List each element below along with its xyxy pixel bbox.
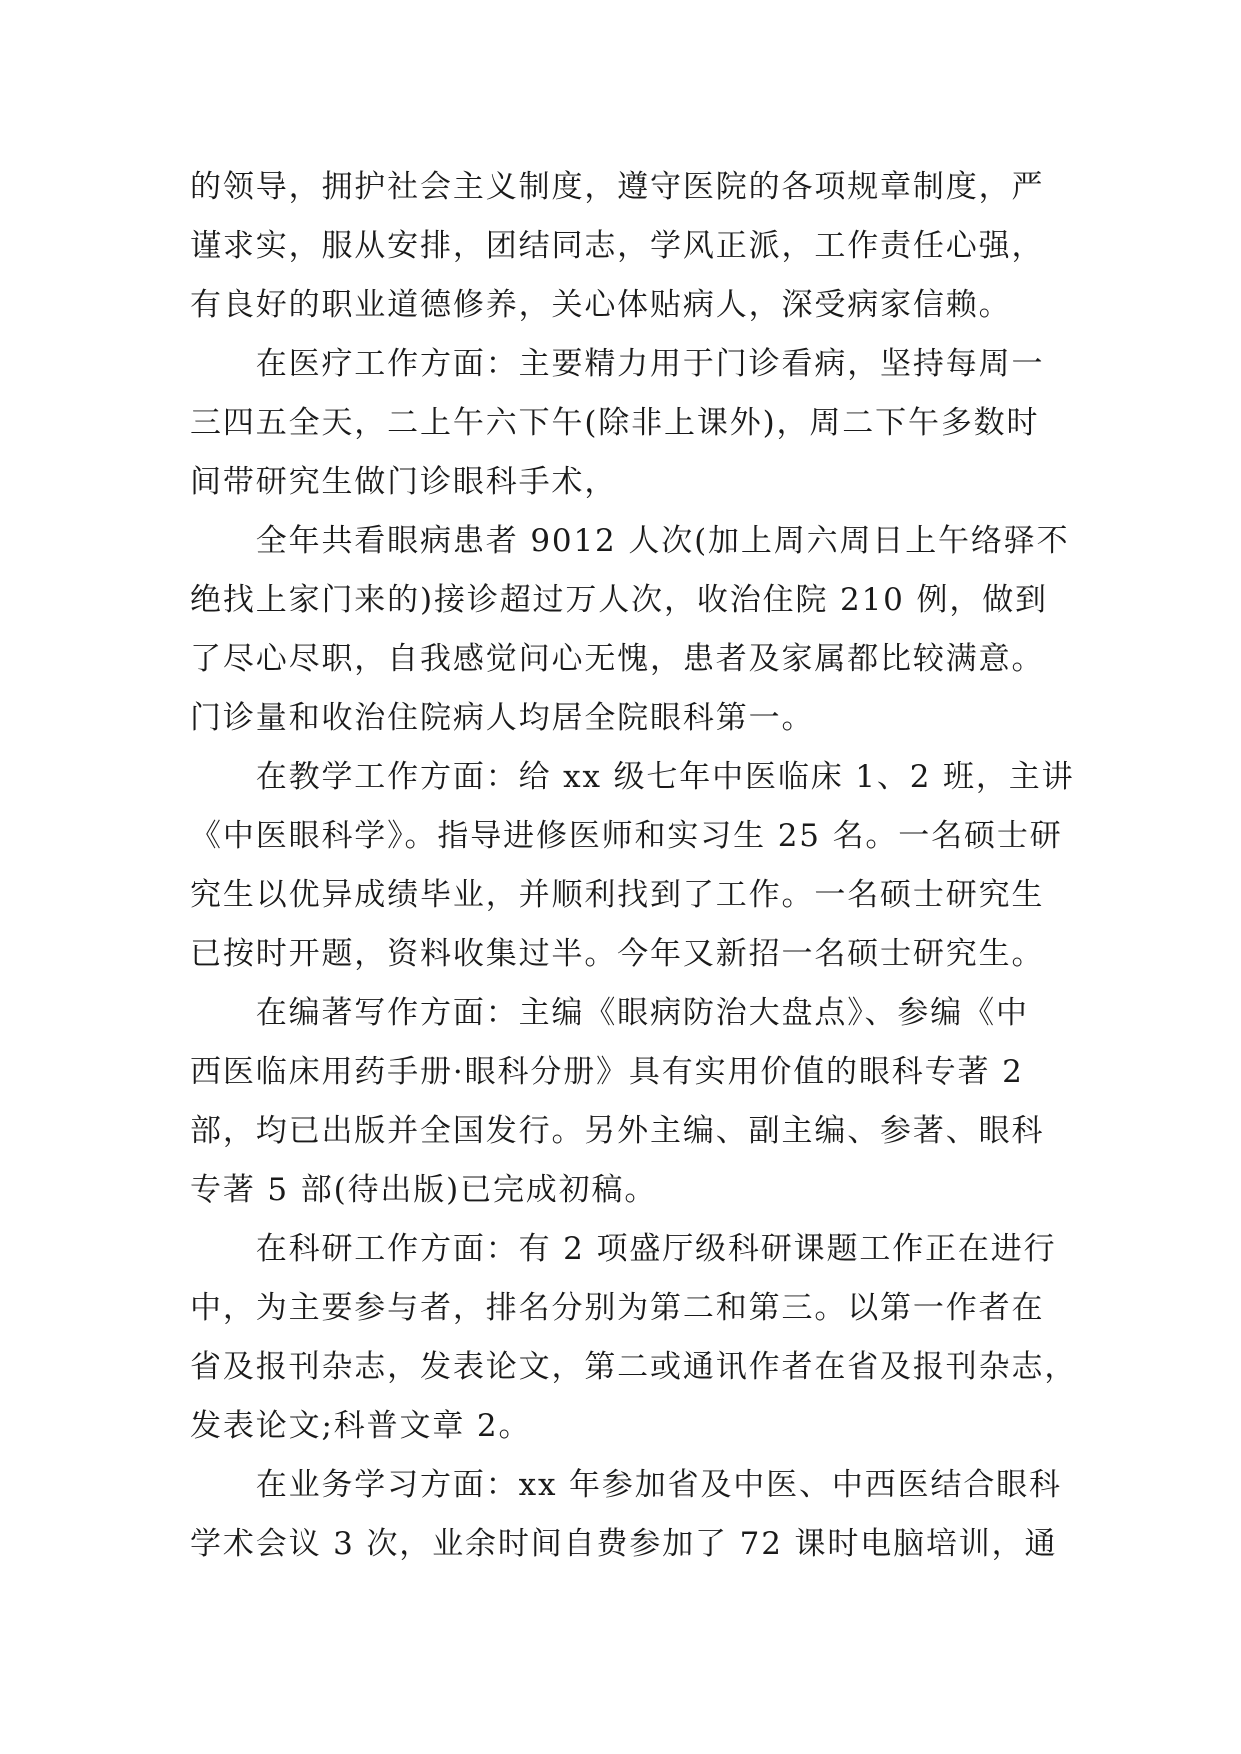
paragraph-research-work <box>190 1220 1078 1456</box>
paragraph-writing-work <box>190 984 1070 1220</box>
text-line: 在医疗工作方面：主要精力用于门诊看病，坚持每周一 <box>190 346 1045 382</box>
text-line: 三四五全天，二上午六下午(除非上课外)，周二下午多数时 <box>190 405 1040 441</box>
text-line: 在业务学习方面：xx 年参加省及中医、中西医结合眼科 <box>190 1467 1062 1503</box>
text-line: 门诊量和收治住院病人均居全院眼科第一。 <box>190 700 815 736</box>
text-line: 了尽心尽职，自我感觉问心无愧，患者及家属都比较满意。 <box>190 641 1045 677</box>
text-line: 部，均已出版并全国发行。另外主编、副主编、参著、眼科 <box>190 1113 1045 1149</box>
text-line: 省及报刊杂志，发表论文，第二或通讯作者在省及报刊杂志， <box>190 1349 1078 1385</box>
paragraph-patient-volume <box>190 512 1070 748</box>
document-body <box>190 158 1078 1574</box>
text-line: 专著 5 部(待出版)已完成初稿。 <box>190 1172 658 1208</box>
text-line: 发表论文;科普文章 2。 <box>190 1408 532 1444</box>
text-line: 学术会议 3 次，业余时间自费参加了 72 课时电脑培训，通 <box>190 1526 1058 1562</box>
text-line: 中，为主要参与者，排名分别为第二和第三。以第一作者在 <box>190 1290 1045 1326</box>
text-line: 西医临床用药手册·眼科分册》具有实用价值的眼科专著 2 <box>190 1054 1024 1090</box>
text-line: 在科研工作方面：有 2 项盛厅级科研课题工作正在进行 <box>190 1231 1057 1267</box>
text-line: 全年共看眼病患者 9012 人次(加上周六周日上午络驿不 <box>190 523 1070 559</box>
text-line: 有良好的职业道德修养，关心体贴病人，深受病家信赖。 <box>190 287 1012 323</box>
text-line: 《中医眼科学》。指导进修医师和实习生 25 名。一名硕士研 <box>190 818 1063 854</box>
text-line: 在编著写作方面：主编《眼病防治大盘点》、参编《中 <box>190 995 1029 1031</box>
text-line: 已按时开题，资料收集过半。今年又新招一名硕士研究生。 <box>190 936 1045 972</box>
paragraph-medical-work <box>190 335 1070 512</box>
text-line: 谨求实，服从安排，团结同志，学风正派，工作责任心强， <box>190 228 1045 264</box>
text-line: 在教学工作方面：给 xx 级七年中医临床 1、2 班，主讲 <box>190 759 1075 795</box>
text-line: 究生以优异成绩毕业，并顺利找到了工作。一名硕士研究生 <box>190 877 1045 913</box>
paragraph-professional-study <box>190 1456 1070 1574</box>
text-line: 的领导，拥护社会主义制度，遵守医院的各项规章制度，严 <box>190 169 1045 205</box>
paragraph-teaching-work <box>190 748 1075 984</box>
text-line: 绝找上家门来的)接诊超过万人次，收治住院 210 例，做到 <box>190 582 1048 618</box>
text-line: 间带研究生做门诊眼科手术， <box>190 464 618 500</box>
paragraph-political-stance <box>190 158 1070 335</box>
